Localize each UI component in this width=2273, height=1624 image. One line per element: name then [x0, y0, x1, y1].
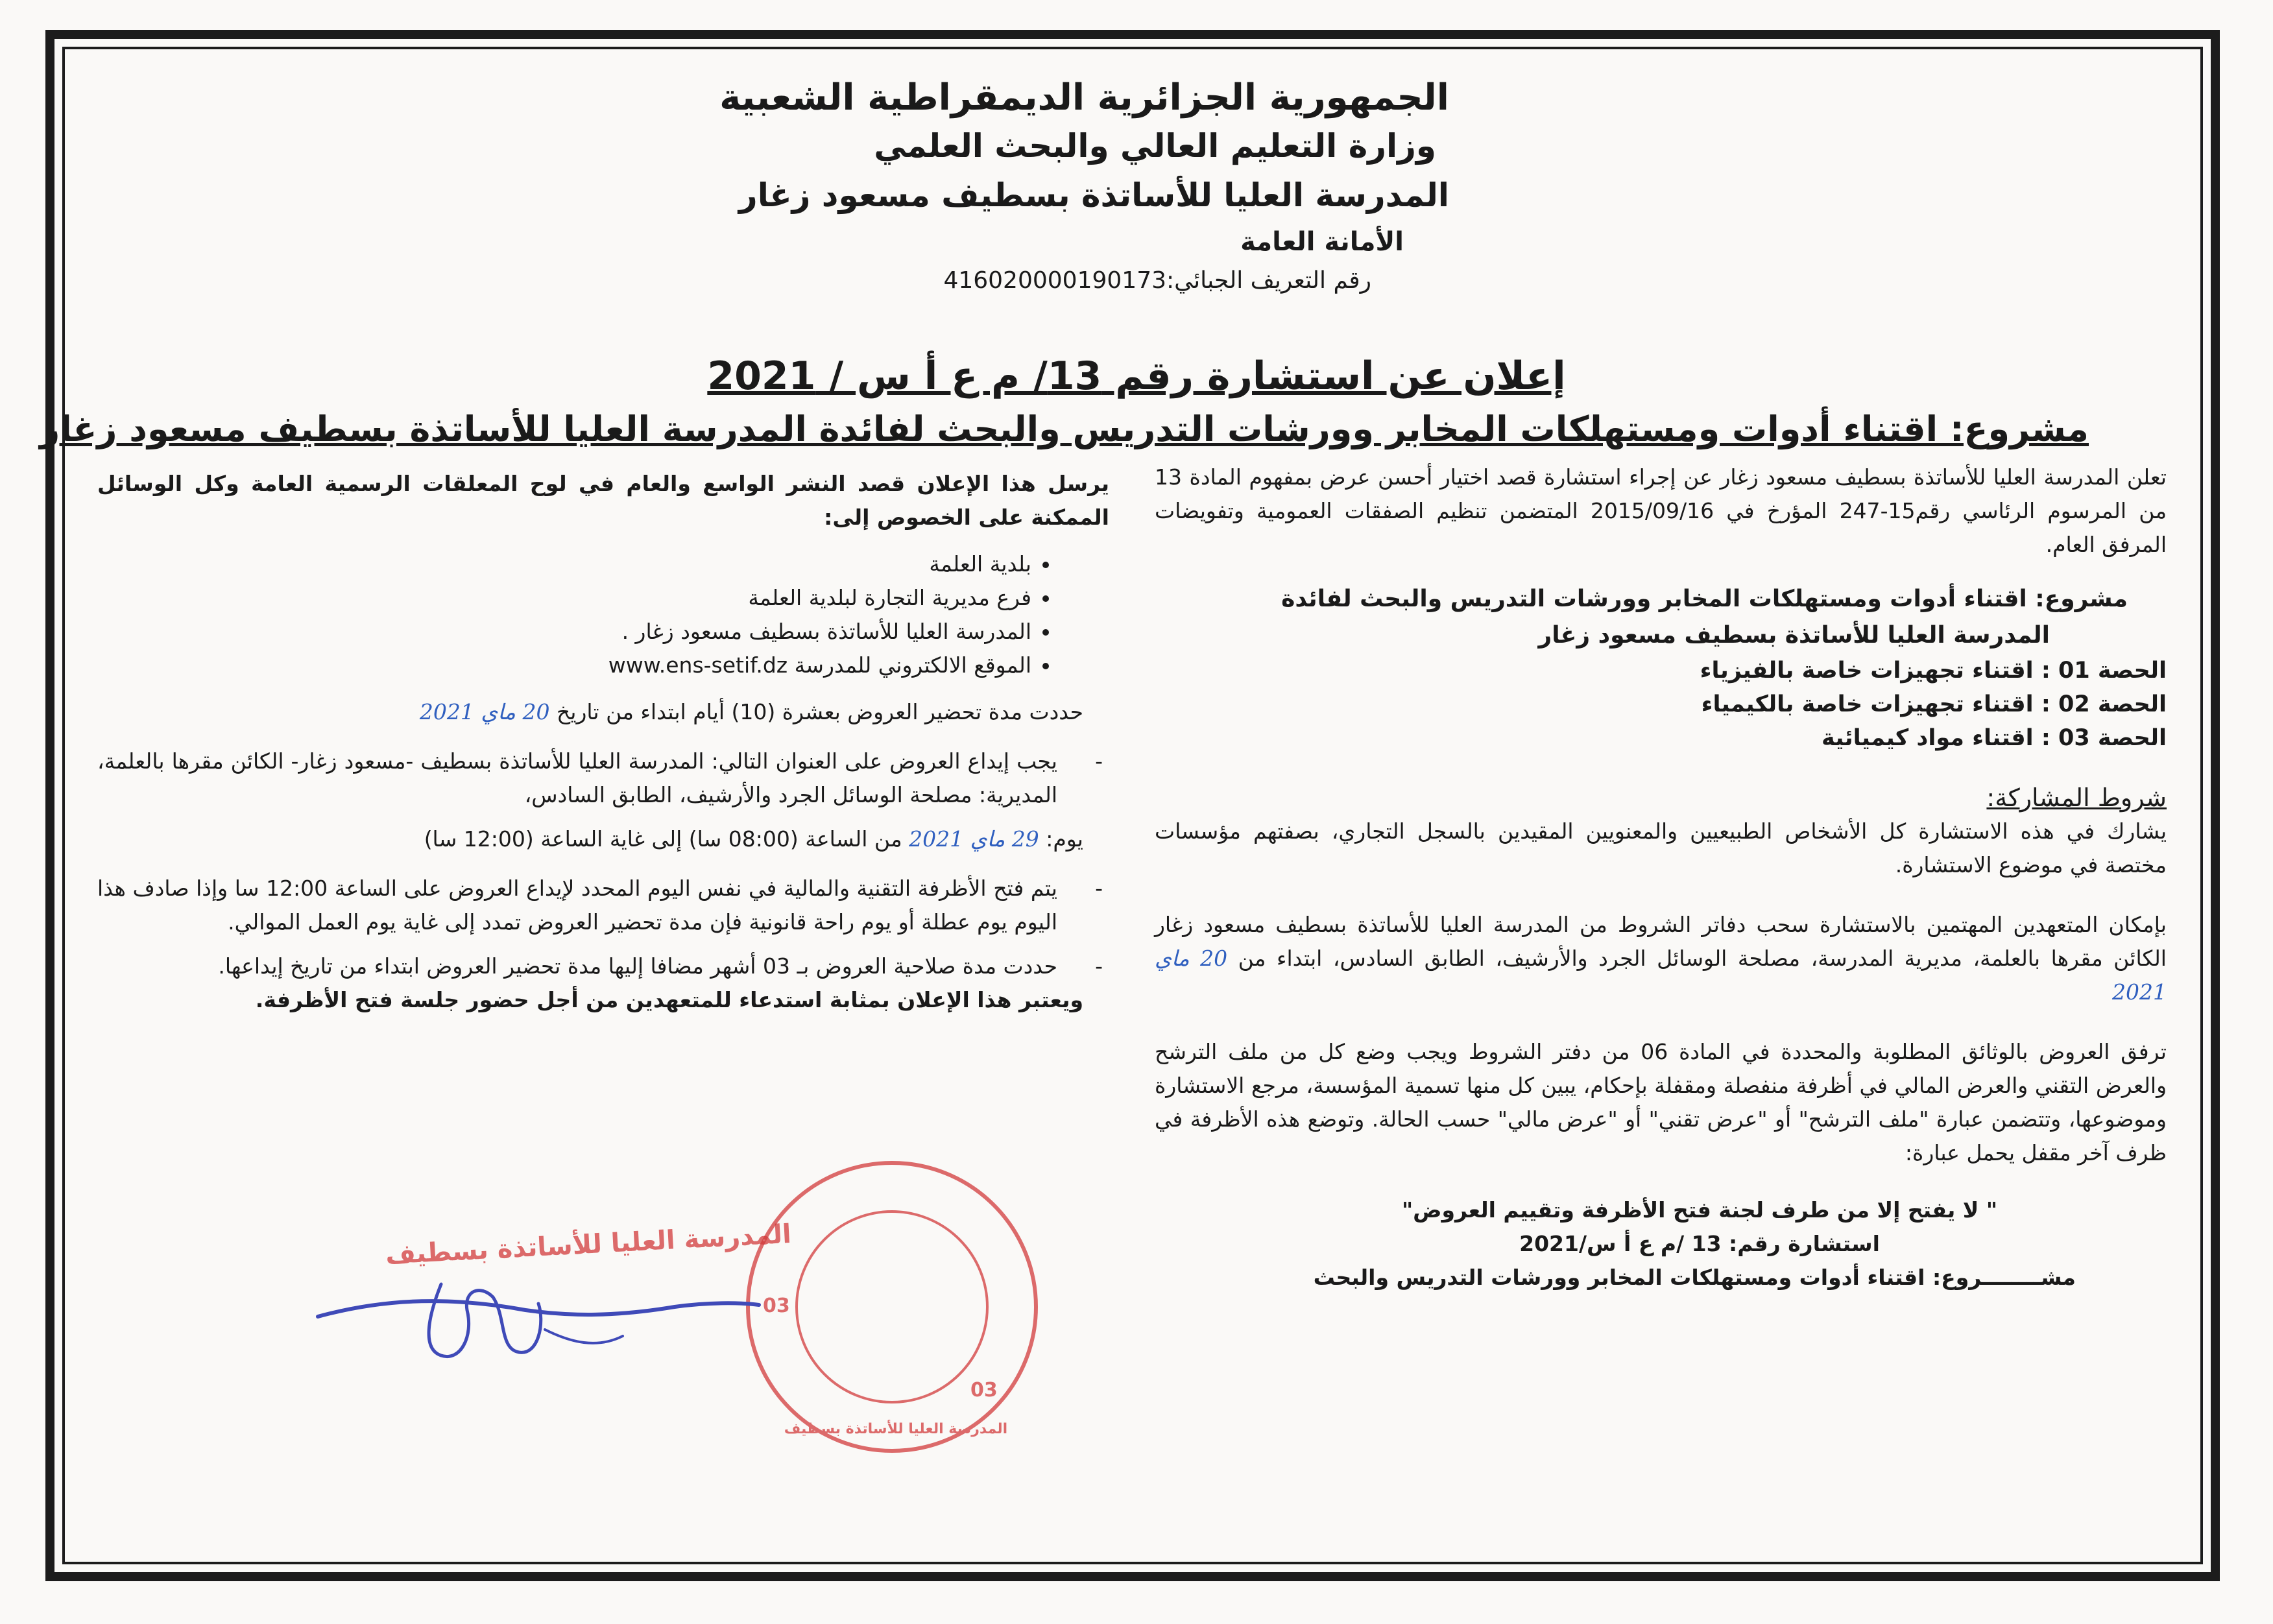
deposit-day — [97, 822, 1109, 856]
signature — [311, 1271, 765, 1375]
header-ministry: وزارة التعليم العالي والبحث العلمي — [874, 127, 1436, 165]
day-hours: من الساعة (08:00 سا) إلى غاية الساعة (12:00 سا) — [424, 826, 902, 852]
duration-text: حددت مدة تحضير العروض بعشرة (10) أيام ابتداء من تاريخ — [556, 699, 1083, 724]
lot-2: الحصة 02 : اقتناء تجهيزات خاصة بالكيمياء — [1701, 691, 2167, 717]
day-label: يوم: — [1046, 826, 1083, 852]
publish-list — [97, 547, 1109, 682]
consultation-ref: استشارة رقم: 13 /م ع أ س/2021 — [1519, 1231, 1880, 1256]
opening-paragraph: - يتم فتح الأظرفة التقنية والمالية في نفس اليوم المحدد لإيداع العروض على الساعة 12:00 سا وإذا صادف هذا اليوم يوم عطلة أو يوم راحة قانونية فإن مدة تحضير العروض تمدد إلى غاية يوم العمل الموالي. — [97, 872, 1109, 939]
condition-2-text: بإمكان المتعهدين المهتمين بالاستشارة سحب دفاتر الشروط من المدرسة العليا للأساتذة بسطيف مسعود زغار الكائن مقرها بالعلمة، مديرية المدرسة، مصلحة الوسائل الجرد والأرشيف، الطابق السادس، ابتداء من — [1155, 912, 2167, 971]
announcement-title: إعلان عن استشارة رقم 13/ م ع أ س / 2021 — [707, 353, 1566, 399]
list-item: • الموقع الالكتروني للمدرسة www.ens-setif.dz — [97, 649, 1031, 682]
seal-inner-ring — [795, 1210, 989, 1403]
lot-1: الحصة 01 : اقتناء تجهيزات خاصة بالفيزياء — [1700, 658, 2167, 684]
publish-paragraph: يرسل هذا الإعلان قصد النشر الواسع والعام في لوح المعلقات الرسمية العامة وكل الوسائل الممكنة على الخصوص إلى: — [97, 471, 1109, 530]
right-column — [1155, 460, 2167, 1295]
condition-2 — [1155, 908, 2167, 1009]
handwritten-date-3: 29 ماي 2021 — [909, 826, 1039, 852]
project-short: مشــــــــروع: اقتناء أدوات ومستهلكات المخابر وورشات التدريس والبحث — [1313, 1265, 2076, 1290]
project-line-2: المدرسة العليا للأساتذة بسطيف مسعود زغار — [1538, 622, 2050, 649]
seal-bottom-text: المدرسة العليا للأساتذة بسطيف — [784, 1421, 1008, 1437]
stamp-text-line: المدرسة العليا للأساتذة بسطيف — [385, 1219, 792, 1271]
seal-number: 03 — [763, 1295, 790, 1317]
list-item: • فرع مديرية التجارة لبلدية العلمة — [97, 581, 1031, 615]
seal-number: 03 — [970, 1379, 998, 1402]
handwritten-date-1: 20 ماي 2021 — [1155, 946, 2167, 1005]
header-tax-id: رقم التعريف الجبائي:416020000190173 — [943, 267, 1371, 294]
list-item: • بلدية العلمة — [97, 547, 1031, 581]
intro-paragraph: تعلن المدرسة العليا للأساتذة بسطيف مسعود زغار عن إجراء استشارة قصد اختيار أحسن عرض بمفهوم المادة 13 من المرسوم الرئاسي رقم15-247 المؤرخ في 2015/09/16 المتضمن تنظيم الصفقات العمومية وتفويضات المرفق العام. — [1155, 464, 2167, 557]
condition-3: ترفق العروض بالوثائق المطلوبة والمحددة في المادة 06 من دفتر الشروط ويجب وضع كل من ملف الترشح والعرض التقني والعرض المالي في أظرفة منفصلة ومقفلة بإحكام، يبين كل منها تسمية المؤسسة، مرجع الاستشارة وموضوعها، وتتضمن عبارة "ملف الترشح" أو "عرض تقني" أو "عرض مالي" حسب الحالة. وتوضع هذه الأظرفة في ظرف آخر مقفل يحمل عبارة: — [1155, 1039, 2167, 1165]
project-title: مشروع: اقتناء أدوات ومستهلكات المخابر وورشات التدريس والبحث لفائدة المدرسة العليا للأساتذة بسطيف مسعود زغار — [40, 409, 2089, 449]
header-school: المدرسة العليا للأساتذة بسطيف مسعود زغار — [738, 176, 1449, 214]
left-column — [97, 467, 1109, 1017]
header-secretariat: الأمانة العامة — [1240, 227, 1404, 257]
header-republic: الجمهورية الجزائرية الديمقراطية الشعبية — [719, 77, 1449, 119]
condition-1: يشارك في هذه الاستشارة كل الأشخاص الطبيعيين والمعنويين المقيدين بالسجل التجاري، بصفتهم مؤسسات مختصة في موضوع الاستشارة. — [1155, 818, 2167, 878]
conditions-title: شروط المشاركة: — [1986, 783, 2167, 812]
envelope-quote: " لا يفتح إلا من طرف لجنة فتح الأظرفة وتقييم العروض" — [1401, 1197, 1998, 1223]
official-seal — [746, 1161, 1038, 1453]
project-line-1: مشروع: اقتناء أدوات ومستهلكات المخابر وورشات التدريس والبحث لفائدة — [1281, 586, 2128, 612]
duration-paragraph — [97, 695, 1109, 729]
invitation-paragraph: ويعتبر هذا الإعلان بمثابة استدعاء للمتعهدين من أجل حضور جلسة فتح الأظرفة. — [255, 987, 1083, 1012]
lot-3: الحصة 03 : اقتناء مواد كيميائية — [1821, 725, 2167, 751]
handwritten-date-2: 20 ماي 2021 — [419, 699, 550, 724]
validity-paragraph: - حددت مدة صلاحية العروض بـ 03 أشهر مضافا إليها مدة تحضير العروض ابتداء من تاريخ إيداعها. — [97, 949, 1109, 983]
list-item: • المدرسة العليا للأساتذة بسطيف مسعود زغار . — [97, 615, 1031, 649]
deposit-paragraph: - يجب إيداع العروض على العنوان التالي: المدرسة العليا للأساتذة بسطيف -مسعود زغار- الكائن مقرها بالعلمة، المديرية: مصلحة الوسائل الجرد والأرشيف، الطابق السادس، — [97, 745, 1109, 812]
